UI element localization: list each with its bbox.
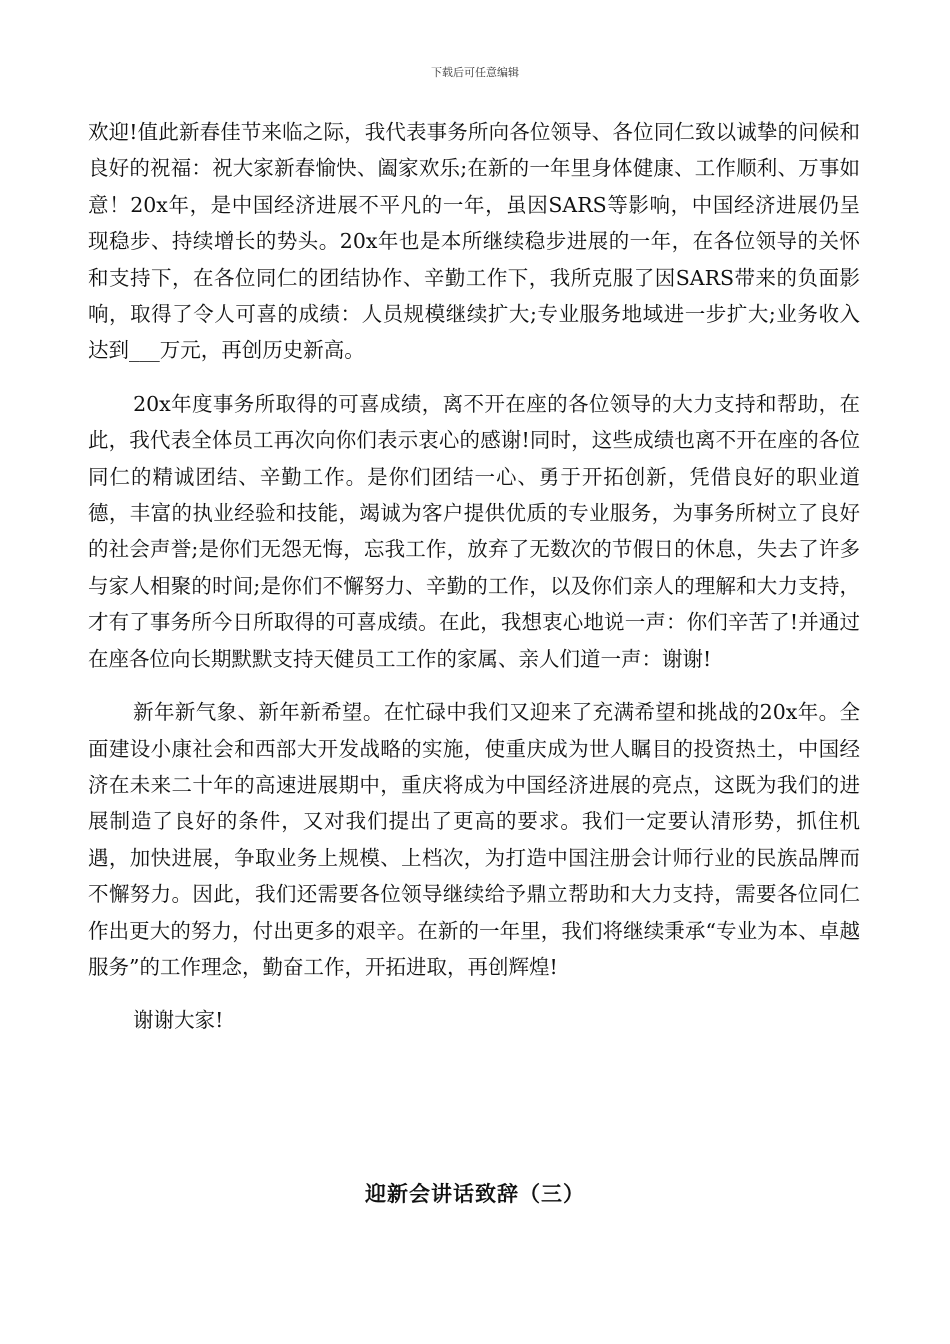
section-title: 迎新会讲话致辞（三） — [365, 1181, 585, 1206]
paragraph-welcome: 欢迎!值此新春佳节来临之际，我代表事务所向各位领导、各位同仁致以诚挚的问候和良好的祝福：祝大家新春愉快、阖家欢乐;在新的一年里身体健康、工作顺利、万事如意！20x年，是中国经济进展不平凡的一年，虽因SARS等影响，中国经济进展仍呈现稳步、持续增长的势头。20x年也是本所继续稳步进展的一年，在各位领导的关怀和支持下，在各位同仁的团结协作、辛勤工作下，我所克服了因SARS带来的负面影响，取得了令人可喜的成绩：人员规模继续扩大;专业服务地域进一步扩大;业务收入达到___万元，再创历史新高。 — [88, 120, 860, 363]
document-body — [88, 114, 860, 1039]
paragraph-new-year: 新年新气象、新年新希望。在忙碌中我们又迎来了充满希望和挑战的20x年。全面建设小康社会和西部大开发战略的实施，使重庆成为世人瞩目的投资热土，中国经济在未来二十年的高速进展期中，重庆将成为中国经济进展的亮点，这既为我们的进展制造了良好的条件，又对我们提出了更高的要求。我们一定要认清形势，抓住机遇，加快进展，争取业务上规模、上档次，为打造中国注册会计师行业的民族品牌而不懈努力。因此，我们还需要各位领导继续给予鼎立帮助和大力支持，需要各位同仁作出更大的努力，付出更多的艰辛。在新的一年里，我们将继续秉承“专业为本、卓越服务”的工作理念，勤奋工作，开拓进取，再创辉煌! — [88, 700, 860, 979]
page-header: 下载后可任意编辑 — [431, 66, 519, 79]
paragraph-thanks: 20x年度事务所取得的可喜成绩，离不开在座的各位领导的大力支持和帮助，在此，我代表全体员工再次向你们表示衷心的感谢!同时，这些成绩也离不开在座的各位同仁的精诚团结、辛勤工作。是你们团结一心、勇于开拓创新，凭借良好的职业道德，丰富的执业经验和技能，竭诚为客户提供优质的专业服务，为事务所树立了良好的社会声誉;是你们无怨无悔，忘我工作，放弃了无数次的节假日的休息，失去了许多与家人相聚的时间;是你们不懈努力、辛勤的工作，以及你们亲人的理解和大力支持，才有了事务所今日所取得的可喜成绩。在此，我想衷心地说一声：你们辛苦了!并通过在座各位向长期默默支持天健员工工作的家属、亲人们道一声：谢谢! — [88, 391, 860, 671]
paragraph-closing: 谢谢大家! — [133, 1008, 224, 1033]
